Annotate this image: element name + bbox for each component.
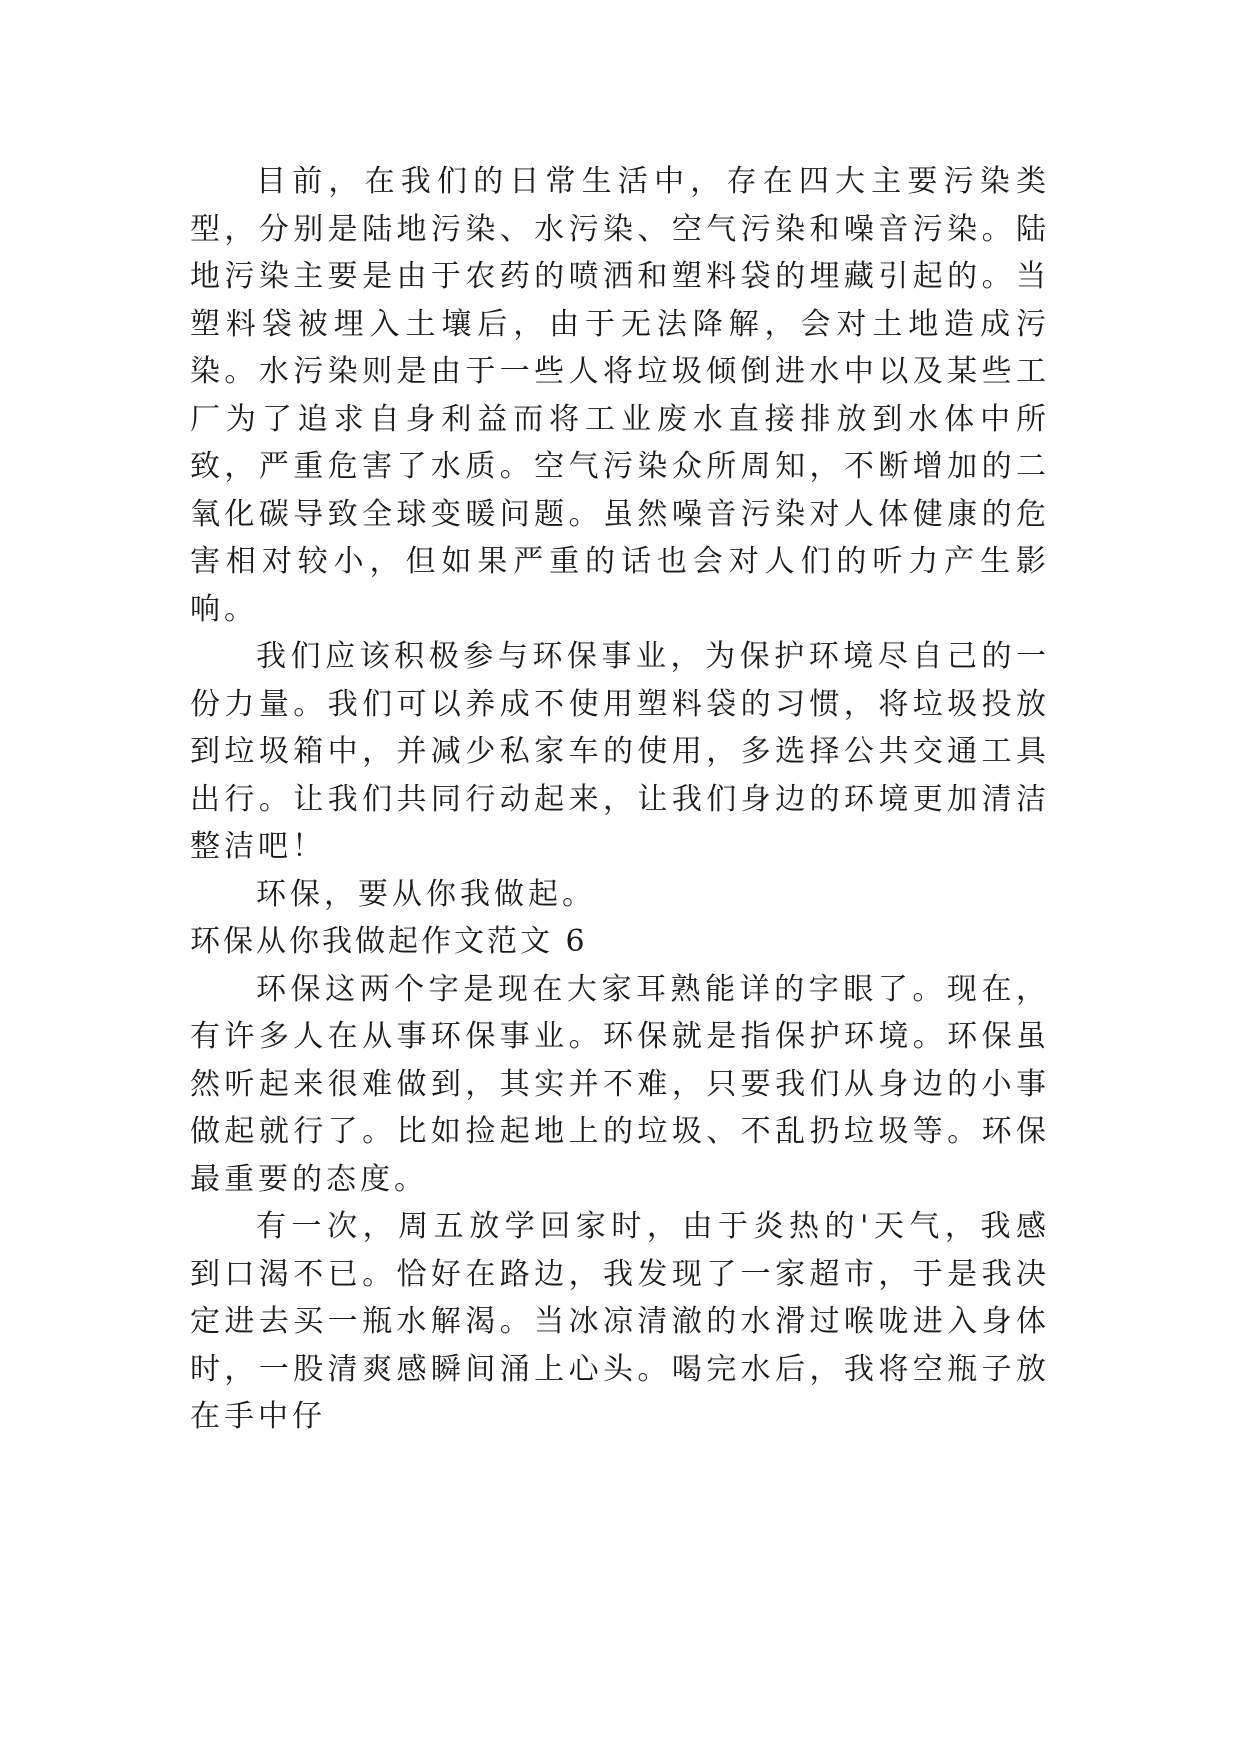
document-body <box>190 158 1050 1441</box>
paragraph-call-to-action: 我们应该积极参与环保事业，为保护环境尽自己的一份力量。我们可以养成不使用塑料袋的习惯，将垃圾投放到垃圾箱中，并减少私家车的使用，多选择公共交通工具出行。让我们共同行动起来，让我们身边的环境更加清洁整洁吧！ <box>190 639 1050 864</box>
paragraph-environment-intro: 环保这两个字是现在大家耳熟能详的字眼了。现在，有许多人在从事环保事业。环保就是指保护环境。环保虽然听起来很难做到，其实并不难，只要我们从身边的小事做起就行了。比如捡起地上的垃圾、不乱扔垃圾等。环保最重要的态度。 <box>190 971 1050 1197</box>
section-title: 环保从你我做起作文范文 6 <box>190 924 588 959</box>
paragraph-story: 有一次，周五放学回家时，由于炎热的'天气，我感到口渴不已。恰好在路边，我发现了一家超市，于是我决定进去买一瓶水解渴。当冰凉清澈的水滑过喉咙进入身体时，一股清爽感瞬间涌上心头。喝完水后，我将空瓶子放在手中仔 <box>190 1209 1050 1434</box>
paragraph-pollution-types: 目前，在我们的日常生活中，存在四大主要污染类型，分别是陆地污染、水污染、空气污染和噪音污染。陆地污染主要是由于农药的喷洒和塑料袋的埋藏引起的。当塑料袋被埋入土壤后，由于无法降解，会对土地造成污染。水污染则是由于一些人将垃圾倾倒进水中以及某些工厂为了追求自身利益而将工业废水直接排放到水体中所致，严重危害了水质。空气污染众所周知，不断增加的二氧化碳导致全球变暖问题。虽然噪音污染对人体健康的危害相对较小，但如果严重的话也会对人们的听力产生影响。 <box>190 164 1050 627</box>
paragraph-closing: 环保，要从你我做起。 <box>256 876 596 912</box>
